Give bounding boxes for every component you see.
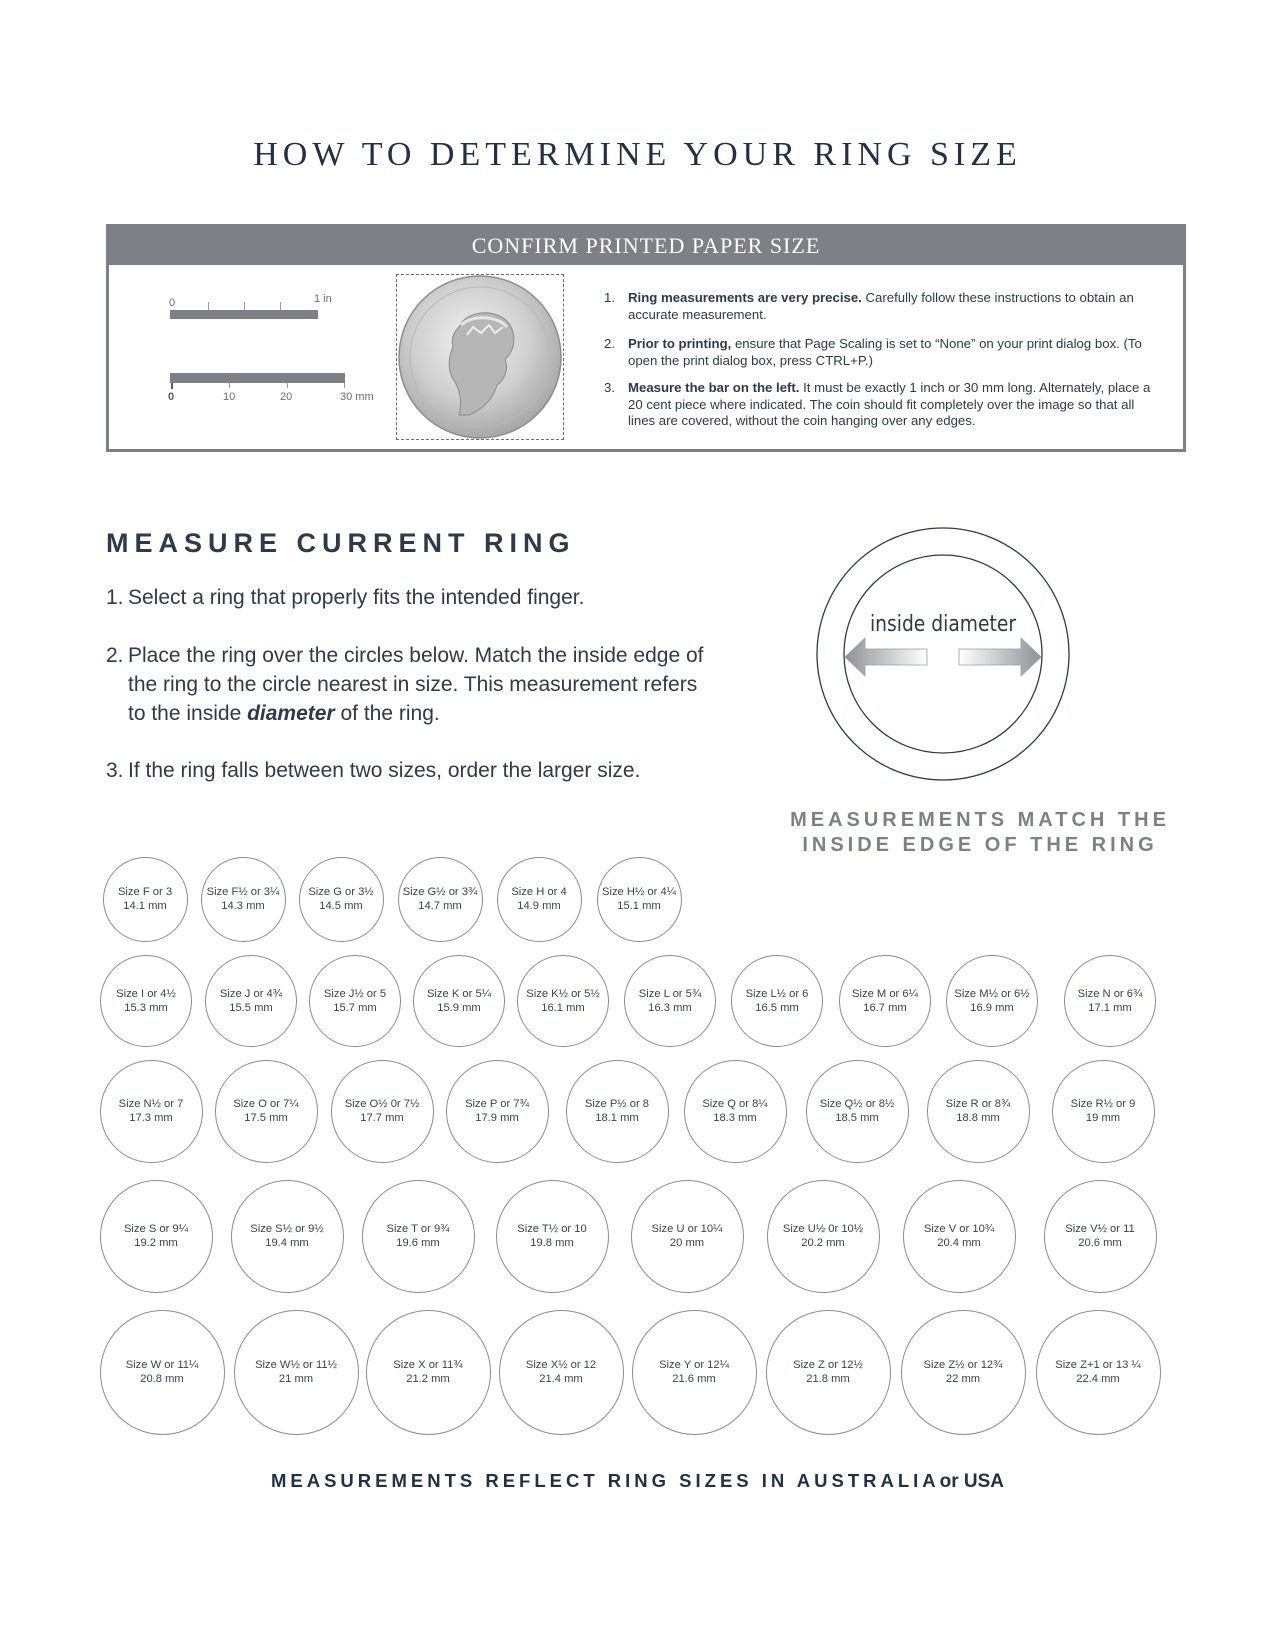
step-item: 1. Select a ring that properly fits the intended finger. [106, 586, 585, 609]
ring-size-label: Size U or 10¼ [651, 1223, 723, 1235]
ring-size-mm: 15.7 mm [333, 1002, 377, 1014]
ring-size-label: Size K½ or 5½ [526, 988, 600, 1000]
inside-diameter-label: inside diameter [869, 612, 1017, 637]
ring-size-mm: 14.9 mm [517, 900, 561, 912]
ring-size-circle [632, 1310, 757, 1435]
ring-size-mm: 17.1 mm [1088, 1002, 1132, 1014]
measurement-caption: MEASUREMENTS MATCH THE INSIDE EDGE OF THE RING [790, 809, 1170, 856]
ring-size-circle [624, 955, 716, 1047]
ring-size-circle [413, 955, 505, 1047]
ring-size-circle [767, 1180, 880, 1293]
ring-size-mm: 17.7 mm [360, 1112, 404, 1124]
ring-size-circle [398, 857, 483, 942]
ring-size-label: Size V or 10¾ [923, 1223, 995, 1235]
ring-size-mm: 20.6 mm [1078, 1237, 1122, 1249]
ring-size-label: Size Z½ or 12¾ [923, 1359, 1003, 1371]
ring-size-circle [234, 1310, 359, 1435]
mm-ruler-label: 10 [223, 391, 236, 403]
ring-size-circle [731, 955, 823, 1047]
australian-20-cent-coin-icon [397, 275, 563, 439]
ring-size-label: Size Z or 12½ [793, 1359, 863, 1371]
ring-size-label: Size M or 6¼ [852, 988, 918, 1000]
ring-size-circle [566, 1060, 669, 1163]
ring-size-circle [839, 955, 931, 1047]
ring-size-circle [631, 1180, 744, 1293]
ring-size-circle [766, 1310, 891, 1435]
ring-size-label: Size W or 11¼ [125, 1359, 199, 1371]
ring-size-circle [1044, 1180, 1157, 1293]
ring-size-label: Size V½ or 11 [1065, 1223, 1135, 1235]
ring-size-mm: 21.6 mm [672, 1373, 716, 1385]
ring-size-mm: 21.2 mm [406, 1373, 450, 1385]
ring-size-mm: 22.4 mm [1076, 1373, 1120, 1385]
step-item: 3. If the ring falls between two sizes, order the larger size. [106, 759, 641, 782]
ring-size-label: Size L½ or 6 [745, 988, 809, 1000]
ring-size-label: Size F½ or 3¼ [206, 886, 280, 898]
section-title: MEASURE CURRENT RING [106, 528, 576, 558]
ring-size-mm: 21.8 mm [806, 1373, 850, 1385]
ring-size-mm: 16.7 mm [863, 1002, 907, 1014]
ring-size-mm: 15.9 mm [437, 1002, 481, 1014]
ring-size-circle [362, 1180, 475, 1293]
ring-size-label: Size Q½ or 8½ [819, 1098, 895, 1110]
ring-size-circle [446, 1060, 549, 1163]
inch-ruler-end-label: 1 in [314, 293, 332, 305]
ring-size-circle [100, 1180, 213, 1293]
footer-note: MEASUREMENTS REFLECT RING SIZES IN AUSTRALIAor USA [270, 1470, 1005, 1492]
ring-size-mm: 20.8 mm [140, 1373, 184, 1385]
ring-size-label: Size O or 7¼ [233, 1098, 299, 1110]
ring-size-label: Size L or 5¾ [638, 988, 702, 1000]
ring-size-mm: 17.3 mm [129, 1112, 173, 1124]
ring-size-mm: 20.2 mm [801, 1237, 845, 1249]
ring-size-mm: 18.8 mm [956, 1112, 1000, 1124]
instruction-item: 2. Prior to printing, ensure that Page Scaling is set to “None” on your print dialog box. (To open the print dialog box, press CTRL+P.) [604, 336, 1142, 368]
ring-size-circle [366, 1310, 491, 1435]
ring-size-circle [299, 857, 384, 942]
ring-size-mm: 18.3 mm [713, 1112, 757, 1124]
ring-size-circle [903, 1180, 1016, 1293]
inch-ruler-bar [170, 310, 318, 319]
ring-size-circle [499, 1310, 624, 1435]
ring-size-label: Size M½ or 6½ [954, 988, 1030, 1000]
ring-size-label: Size G½ or 3¾ [402, 886, 478, 898]
ring-size-label: Size F or 3 [117, 886, 173, 898]
ring-size-circle [1036, 1310, 1161, 1435]
ring-size-mm: 19.4 mm [265, 1237, 309, 1249]
ring-size-mm: 20 mm [669, 1237, 705, 1249]
ring-size-mm: 18.1 mm [595, 1112, 639, 1124]
ring-size-mm: 21 mm [278, 1373, 314, 1385]
ring-size-circle [1064, 955, 1156, 1047]
ring-size-label: Size J or 4¾ [219, 988, 283, 1000]
ring-size-label: Size Z+1 or 13 ¼ [1055, 1359, 1141, 1371]
ring-size-circle [100, 1060, 203, 1163]
ring-size-mm: 14.5 mm [319, 900, 363, 912]
ring-size-mm: 17.5 mm [244, 1112, 288, 1124]
step-item: 2. Place the ring over the circles below. Match the inside edge of the ring to the circle nearest in size. This measurement refers to the inside diameter of the ring. [106, 644, 704, 725]
ring-size-mm: 21.4 mm [539, 1373, 583, 1385]
ring-size-label: Size H or 4 [511, 886, 567, 898]
ring-size-circle [331, 1060, 434, 1163]
ring-size-mm: 16.9 mm [970, 1002, 1014, 1014]
ring-size-mm: 18.5 mm [835, 1112, 879, 1124]
ring-size-mm: 14.3 mm [221, 900, 265, 912]
ring-size-mm: 15.3 mm [124, 1002, 168, 1014]
instruction-item: 1. Ring measurements are very precise. Carefully follow these instructions to obtain an accurate measurement. [604, 290, 1134, 322]
ring-size-label: Size T or 9¾ [386, 1223, 450, 1235]
mm-ruler-bar [170, 373, 345, 383]
ring-size-circle [103, 857, 188, 942]
ring-size-label: Size X or 11¾ [393, 1359, 463, 1371]
mm-ruler-label: 20 [280, 391, 293, 403]
ring-size-mm: 17.9 mm [475, 1112, 519, 1124]
ring-size-mm: 15.1 mm [617, 900, 661, 912]
ring-size-mm: 22 mm [945, 1373, 981, 1385]
ring-size-label: Size N½ or 7 [118, 1098, 184, 1110]
ring-size-mm: 19 mm [1085, 1112, 1121, 1124]
ring-size-mm: 16.1 mm [541, 1002, 585, 1014]
ring-size-mm: 19.2 mm [134, 1237, 178, 1249]
ring-size-circle [517, 955, 609, 1047]
ring-size-label: Size X½ or 12 [525, 1359, 597, 1371]
ring-size-circle [231, 1180, 344, 1293]
ring-size-mm: 14.1 mm [123, 900, 167, 912]
ring-size-circle [684, 1060, 787, 1163]
ring-size-circle [901, 1310, 1026, 1435]
coin-placement-frame [396, 274, 564, 440]
ring-size-label: Size S½ or 9½ [250, 1223, 324, 1235]
ring-size-label: Size P or 7¾ [465, 1098, 529, 1110]
page-title: HOW TO DETERMINE YOUR RING SIZE [253, 136, 1022, 173]
ring-size-circle [806, 1060, 909, 1163]
ring-size-label: Size J½ or 5 [323, 988, 387, 1000]
ring-size-circle [201, 857, 286, 942]
ring-size-label: Size I or 4½ [116, 988, 176, 1000]
ring-size-mm: 16.5 mm [755, 1002, 799, 1014]
ring-size-mm: 19.8 mm [530, 1237, 574, 1249]
ring-size-circle [946, 955, 1038, 1047]
ring-size-circle [100, 955, 192, 1047]
ring-size-circle [205, 955, 297, 1047]
ring-size-circle [100, 1310, 225, 1435]
mm-ruler-label: 30 mm [340, 391, 374, 403]
ring-size-circle [215, 1060, 318, 1163]
ring-size-label: Size T½ or 10 [517, 1223, 587, 1235]
ring-size-circle [309, 955, 401, 1047]
ring-size-mm: 20.4 mm [937, 1237, 981, 1249]
mm-ruler-label: 0 [168, 391, 175, 403]
ring-size-circle [496, 1180, 609, 1293]
ring-size-label: Size R or 8¾ [945, 1098, 1011, 1110]
ring-size-circle [927, 1060, 1030, 1163]
ring-size-label: Size Y or 12¼ [659, 1359, 729, 1371]
ring-size-label: Size W½ or 11½ [255, 1359, 337, 1371]
ring-size-mm: 16.3 mm [648, 1002, 692, 1014]
instruction-item: 3. Measure the bar on the left. It must be exactly 1 inch or 30 mm long. Alternately, place a 20 cent piece where indicated. The coin should fit completely over the image so that all lines are covered, without the coin hanging over any edges. [604, 380, 1151, 428]
ring-size-circle [497, 857, 582, 942]
ring-size-label: Size N or 6¾ [1077, 988, 1143, 1000]
ring-size-label: Size P½ or 8 [584, 1098, 650, 1110]
ring-size-label: Size O½ 0r 7½ [344, 1098, 420, 1110]
ring-size-mm: 19.6 mm [396, 1237, 440, 1249]
inch-ruler-start-label: 0 [169, 297, 176, 309]
ring-size-mm: 15.5 mm [229, 1002, 273, 1014]
confirm-panel-header: CONFIRM PRINTED PAPER SIZE [109, 227, 1183, 265]
ring-size-circle [1052, 1060, 1155, 1163]
ring-size-label: Size R½ or 9 [1070, 1098, 1136, 1110]
ring-size-label: Size G or 3½ [308, 886, 374, 898]
ring-size-label: Size K or 5¼ [426, 988, 492, 1000]
ring-size-label: Size U½ 0r 10½ [782, 1223, 864, 1235]
ring-size-mm: 14.7 mm [418, 900, 462, 912]
ring-size-label: Size H½ or 4¼ [602, 886, 676, 898]
ring-size-circle [597, 857, 682, 942]
ring-size-label: Size S or 9¼ [123, 1223, 189, 1235]
inside-diameter-diagram [815, 526, 1071, 782]
ring-size-label: Size Q or 8¼ [702, 1098, 768, 1110]
